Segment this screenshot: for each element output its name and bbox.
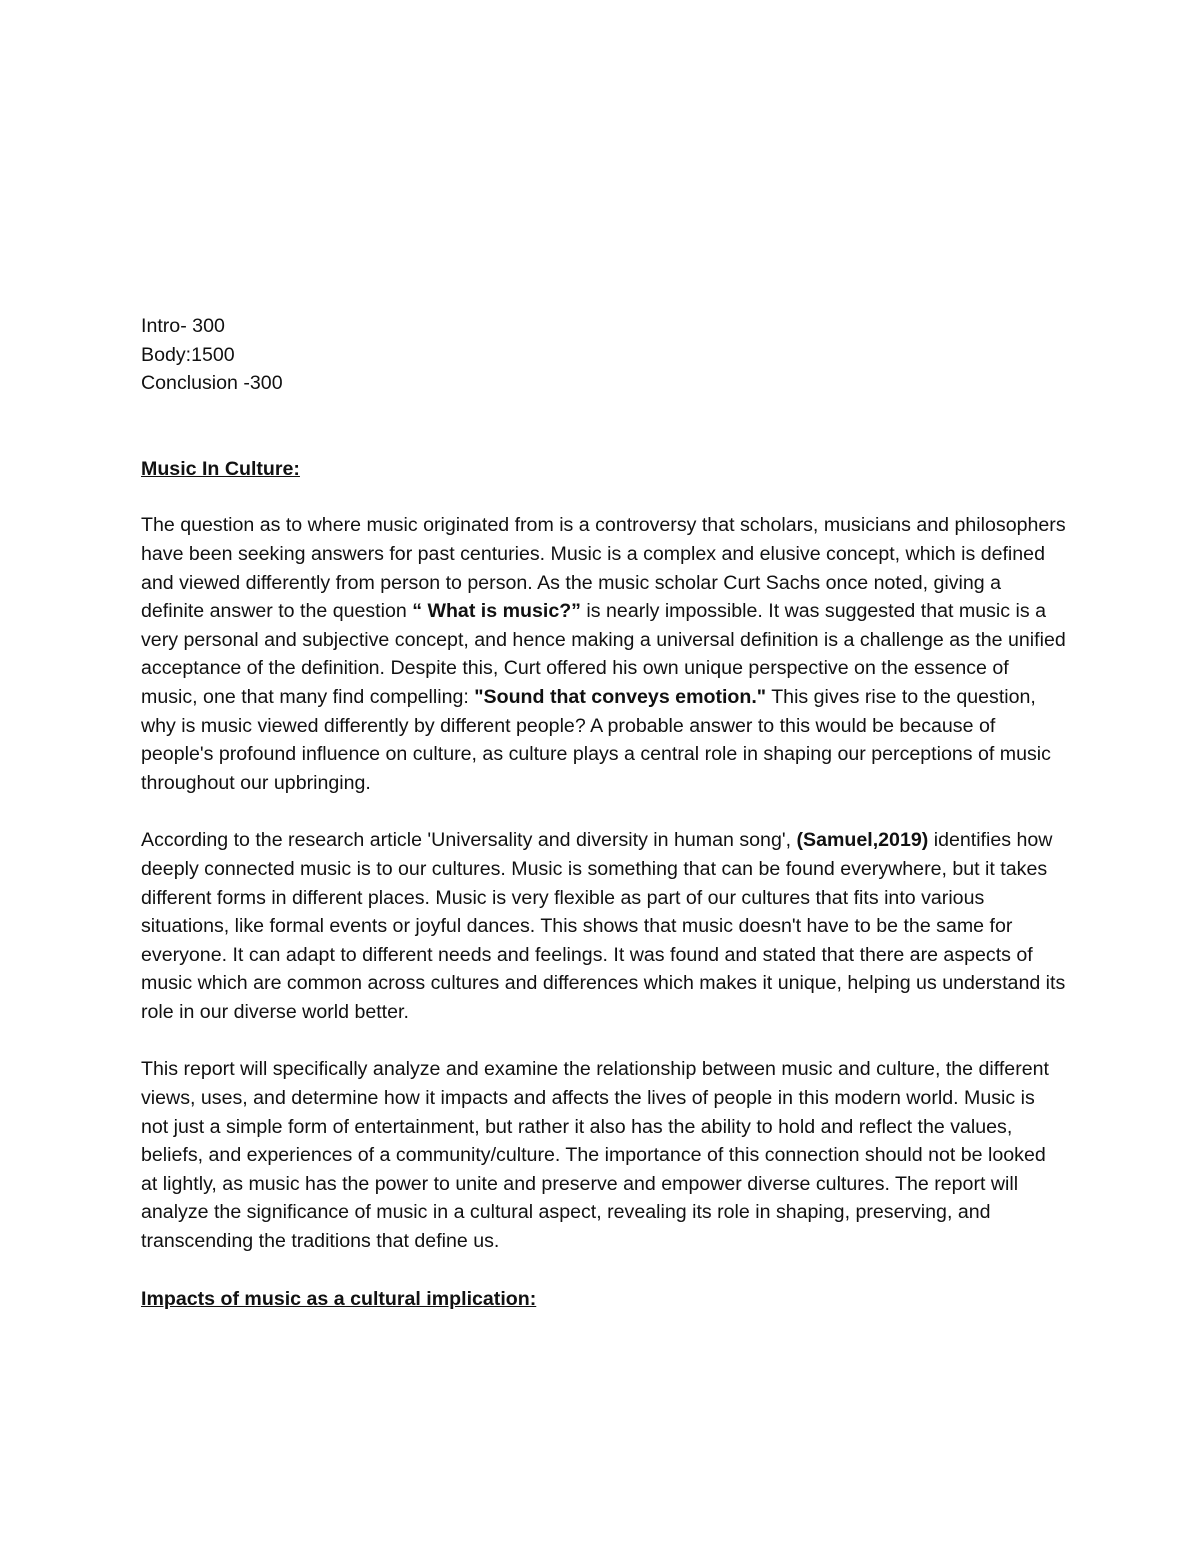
word-count-body: Body:1500 bbox=[141, 343, 235, 366]
section-heading-music-in-culture: Music In Culture: bbox=[141, 457, 300, 480]
paragraph-text: According to the research article 'Universality and diversity in human song', bbox=[141, 829, 797, 852]
word-count-block bbox=[141, 312, 1066, 398]
paragraph-origin-of-music bbox=[141, 511, 1066, 797]
bold-quote-sound-conveys-emotion: "Sound that conveys emotion." bbox=[474, 685, 767, 708]
section-heading-impacts: Impacts of music as a cultural implication: bbox=[141, 1287, 537, 1310]
paragraph-text: identifies how deeply connected music is to our cultures. Music is something that can be found everywhere, but it takes different forms in different places. Music is very flexible as part of our cultures that fits into various situations, like formal events or joyful dances. This shows that music doesn't have to be the same for everyone. It can adapt to different needs and feelings. It was found and stated that there are aspects of music which are common across cultures and differences which makes it unique, helping us understand its role in our diverse world better. bbox=[141, 829, 1066, 1023]
bold-quote-what-is-music: “ What is music?” bbox=[412, 600, 581, 623]
document-body bbox=[141, 312, 1066, 1313]
word-count-conclusion: Conclusion -300 bbox=[141, 372, 283, 395]
paragraph-text: This gives rise to the question, why is music viewed differently by different people? A probable answer to this would be because of people's profound influence on culture, as culture plays a central role in shaping our perceptions of music throughout our upbringing. bbox=[141, 685, 1051, 794]
word-count-intro: Intro- 300 bbox=[141, 315, 225, 337]
paragraph-text: is nearly impossible. It was suggested that music is a very personal and subjective concept, and hence making a universal definition is a challenge as the unified acceptance of the definition. Despite this, Curt offered his own unique perspective on the essence of music, one that many find compelling: bbox=[141, 600, 1066, 708]
paragraph-report-scope: This report will specifically analyze and examine the relationship between music and culture, the different views, uses, and determine how it impacts and affects the lives of people in this modern world. Music is not just a simple form of entertainment, but rather it also has the ability to hold and reflect the values, beliefs, and experiences of a community/culture. The importance of this connection should not be looked at lightly, as music has the power to unite and preserve and empower diverse cultures. The report will analyze the significance of music in a cultural aspect, revealing its role in shaping, preserving, and transcending the traditions that define us. bbox=[141, 1058, 1049, 1253]
bold-citation: (Samuel,2019) bbox=[796, 829, 929, 852]
paragraph-text: The question as to where music originated from is a controversy that scholars, musicians and philosophers have been seeking answers for past centuries. Music is a complex and elusive concept, which is defined and viewed differently from person to person. As the music scholar Curt Sachs once noted, giving a definite answer to the question bbox=[141, 514, 1066, 623]
paragraph-universality-diversity bbox=[141, 826, 1066, 1026]
